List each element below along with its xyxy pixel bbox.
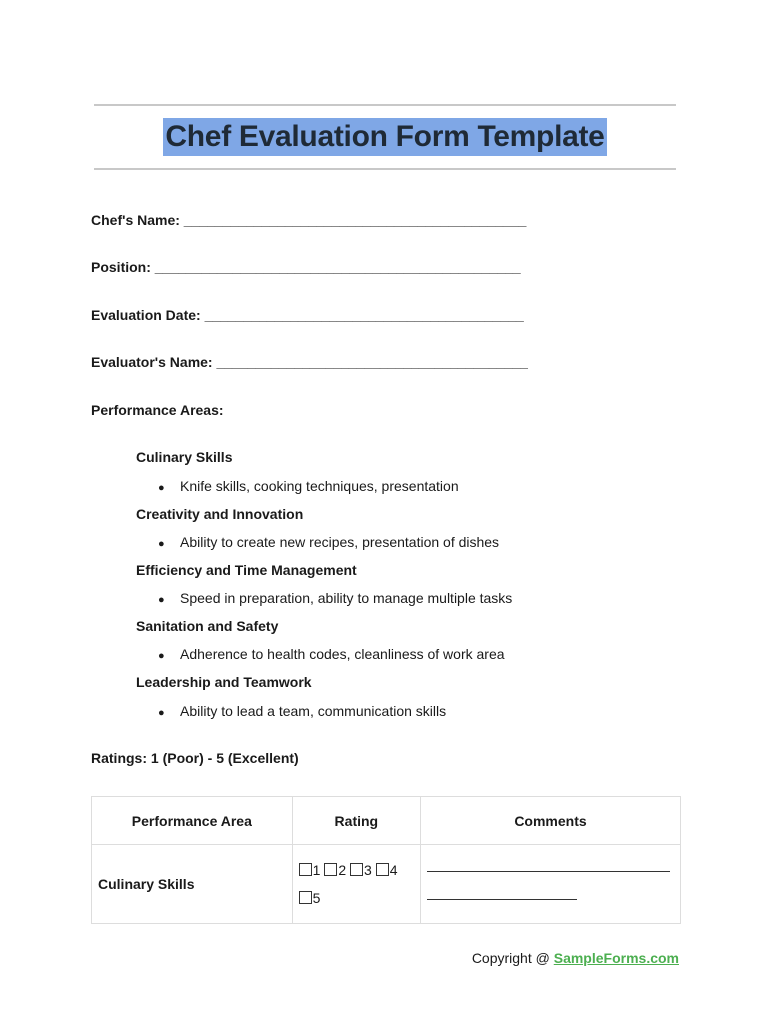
checkbox-icon[interactable] [324,863,337,876]
bullet-icon: ● [158,650,165,662]
bullet-icon: ● [158,538,165,550]
title-wrap [0,118,770,156]
area-detail [158,590,512,606]
area-detail-text: Speed in preparation, ability to manage multiple tasks [180,590,513,606]
checkbox-icon[interactable] [299,891,312,904]
checkbox-icon[interactable] [350,863,363,876]
area-heading: Efficiency and Time Management [136,562,357,578]
bullet-icon: ● [158,482,165,494]
comment-line[interactable] [427,870,670,872]
area-detail [158,703,446,719]
brand-link[interactable]: SampleForms.com [553,950,679,966]
ratings-table [91,796,681,924]
area-detail [158,534,499,550]
area-detail [158,646,505,662]
page-title: Chef Evaluation Form Template [163,118,606,156]
top-divider [94,104,676,106]
area-detail-text: Adherence to health codes, cleanliness of work area [180,646,505,662]
table-row [92,845,681,924]
table-header-row [92,797,681,845]
area-heading: Sanitation and Safety [136,618,279,634]
position-field[interactable]: Position: _______________________________________________ [91,259,521,275]
comment-line[interactable] [427,898,577,900]
area-heading: Leadership and Teamwork [136,674,312,690]
evaluator-name-field[interactable]: Evaluator's Name: ________________________________________ [91,354,528,370]
rating-option-1[interactable]: 1 [299,862,321,878]
row-area-cell: Culinary Skills [92,845,293,924]
evaluation-date-field[interactable]: Evaluation Date: _________________________________________ [91,307,524,323]
checkbox-icon[interactable] [299,863,312,876]
rating-option-2[interactable]: 2 [324,862,346,878]
rating-option-4[interactable]: 4 [376,862,398,878]
rating-option-5[interactable]: 5 [299,890,321,906]
footer [472,950,679,966]
checkbox-icon[interactable] [376,863,389,876]
table-header: Comments [421,797,681,845]
performance-areas-heading: Performance Areas: [91,402,224,418]
area-detail [158,478,459,494]
area-detail-text: Knife skills, cooking techniques, presentation [180,478,459,494]
copyright-text: Copyright @ [471,950,554,966]
bullet-icon: ● [158,594,165,606]
area-detail-text: Ability to lead a team, communication skills [180,703,447,719]
rating-cell [292,845,420,924]
bullet-icon: ● [158,707,165,719]
ratings-heading: Ratings: 1 (Poor) - 5 (Excellent) [91,750,299,766]
area-heading: Culinary Skills [136,449,233,465]
rating-option-3[interactable]: 3 [350,862,372,878]
bottom-divider [94,168,676,170]
area-detail-text: Ability to create new recipes, presentation of dishes [180,534,500,550]
table-header: Rating [292,797,420,845]
comments-cell[interactable] [421,845,681,924]
area-heading: Creativity and Innovation [136,506,304,522]
chef-name-field[interactable]: Chef's Name: ____________________________________________ [91,212,527,228]
table-header: Performance Area [92,797,293,845]
